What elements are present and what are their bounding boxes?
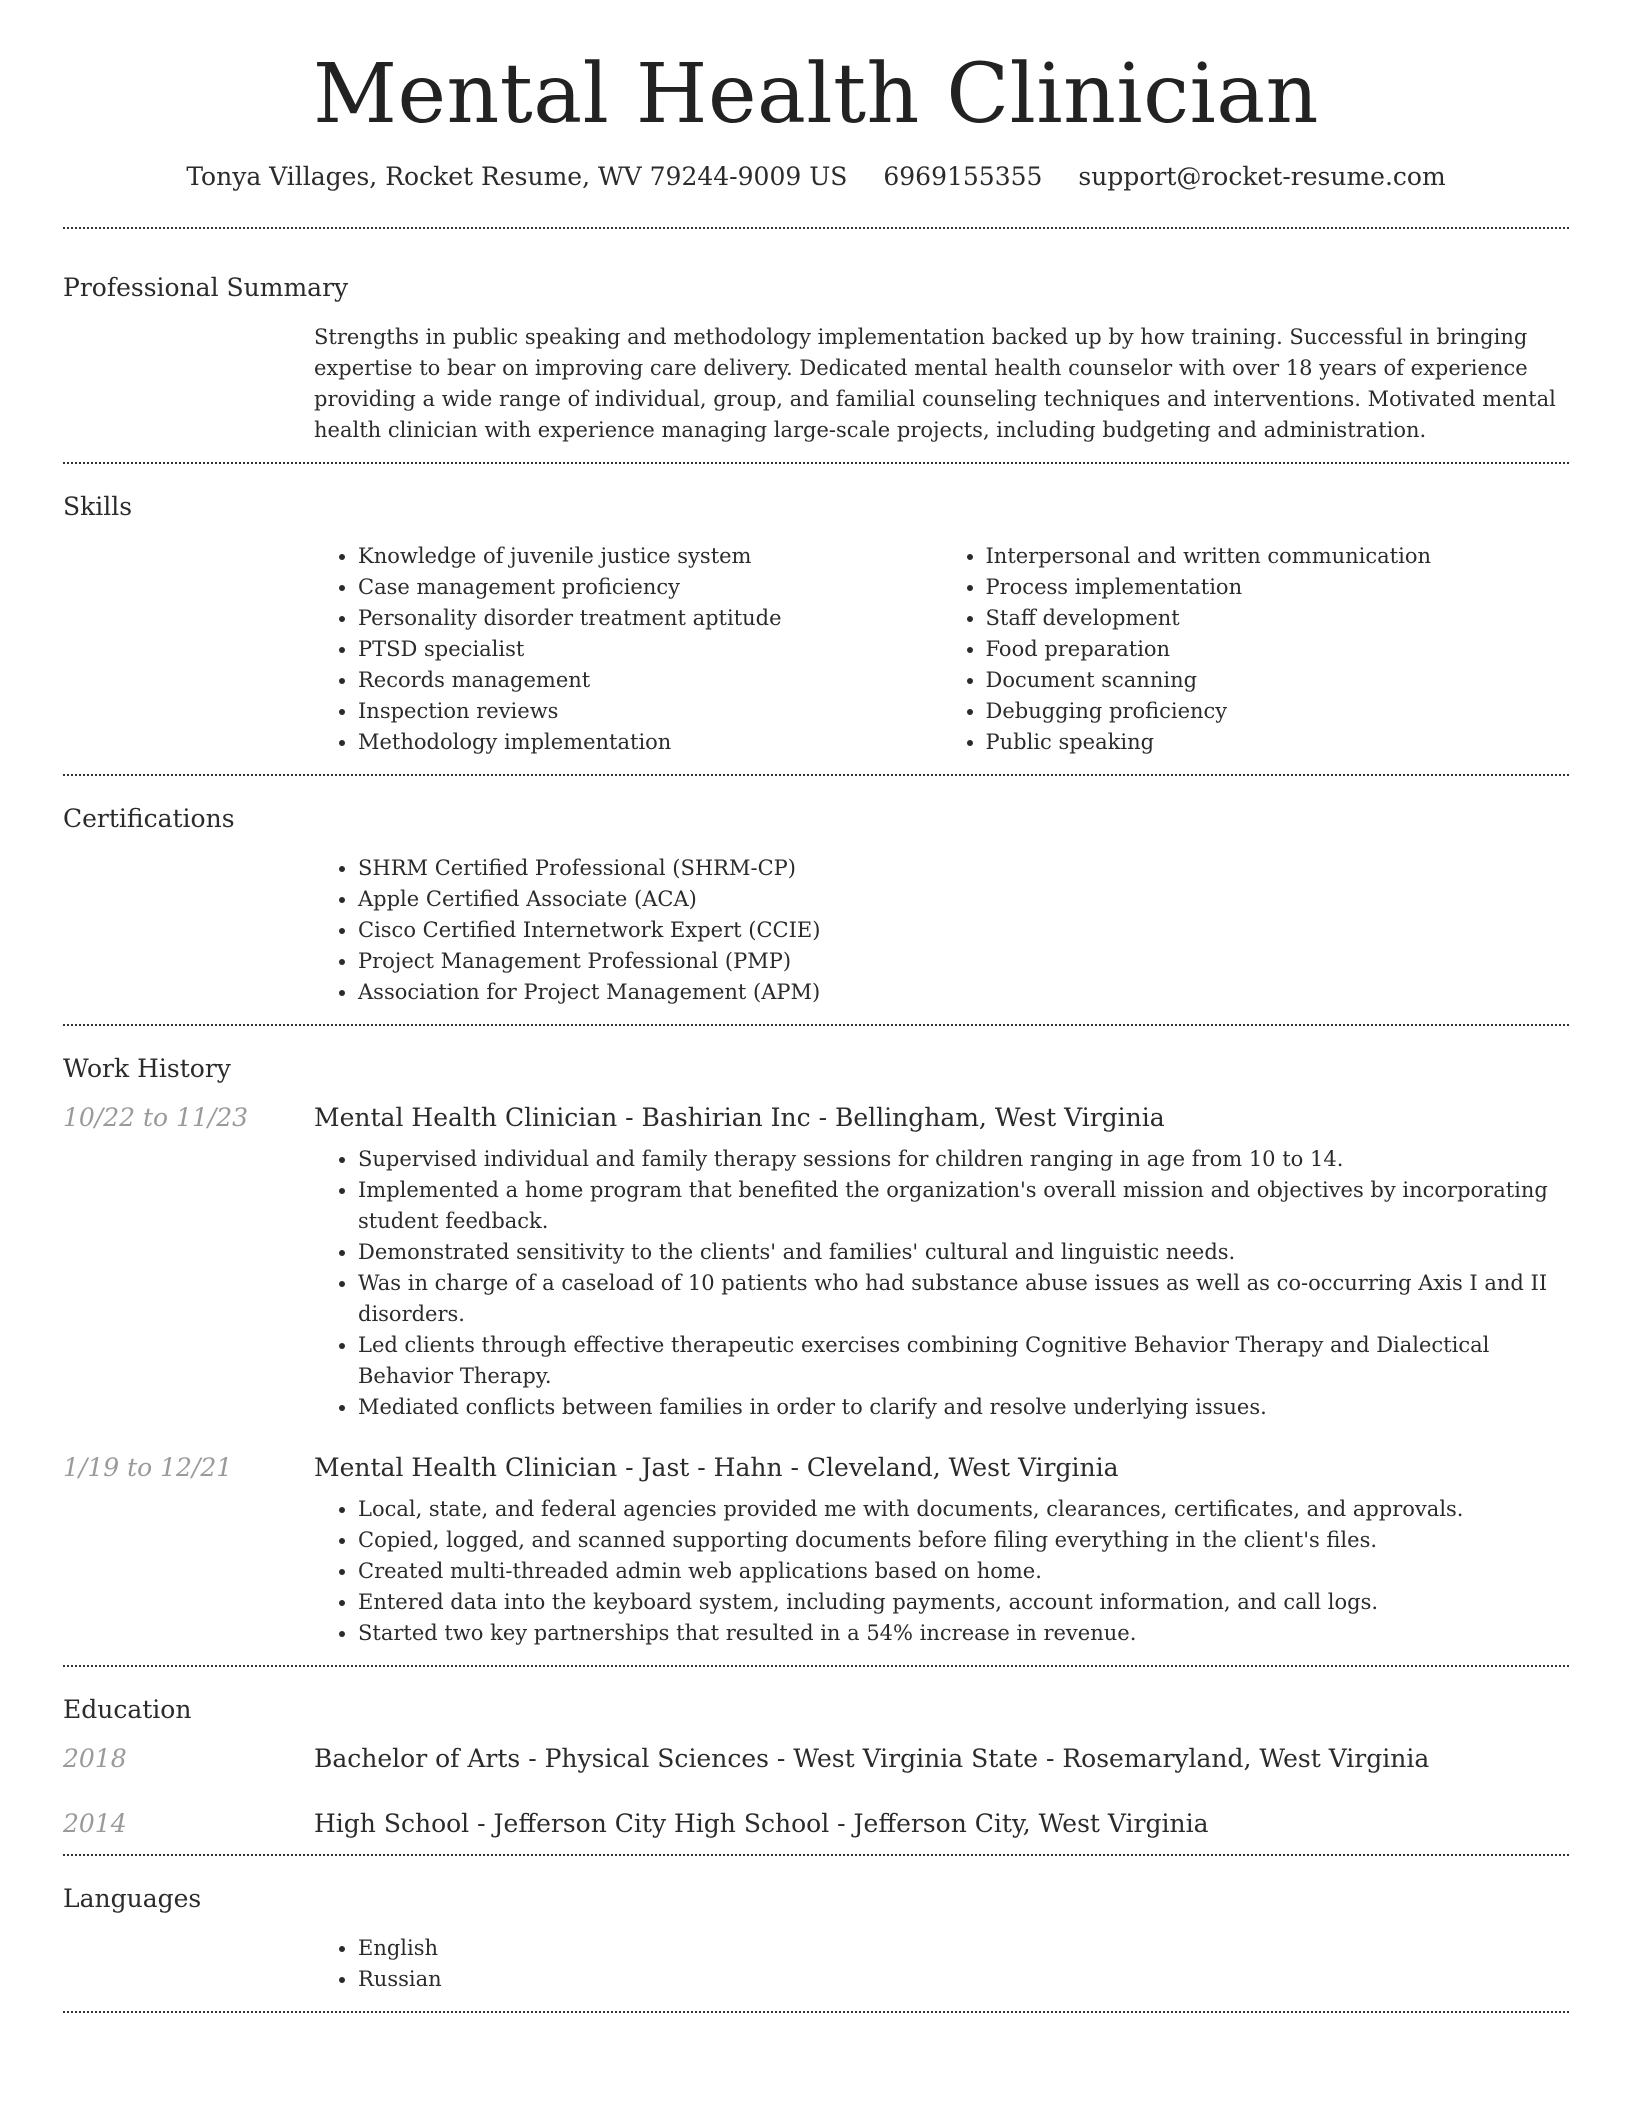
job-bullet: • Local, state, and federal agencies provided me with documents, clearances, certificates, and approvals.: [358, 1494, 1569, 1525]
skills-title: Skills: [63, 492, 133, 522]
skill-item: • Interpersonal and written communication: [986, 541, 1570, 572]
certification-item: • SHRM Certified Professional (SHRM-CP): [358, 853, 1569, 884]
job-bullet: • Mediated conflicts between families in order to clarify and resolve underlying issues.: [358, 1392, 1569, 1423]
job-entry: [63, 1453, 1569, 1649]
education-heading: Bachelor of Arts - Physical Sciences - West Virginia State - Rosemaryland, West Virginia: [314, 1744, 1430, 1774]
certifications-list: [314, 853, 1569, 1008]
skill-item: • PTSD specialist: [358, 634, 942, 665]
skill-item: • Debugging proficiency: [986, 696, 1570, 727]
skill-item: • Staff development: [986, 603, 1570, 634]
language-item: • Russian: [358, 1964, 1569, 1995]
work-title: Work History: [63, 1054, 231, 1084]
skill-item: • Knowledge of juvenile justice system: [358, 541, 942, 572]
job-bullets: [314, 1144, 1569, 1423]
job-bullet: • Implemented a home program that benefited the organization's overall mission and objectives by incorporating student feedback.: [358, 1175, 1569, 1237]
job-heading: Mental Health Clinician - Jast - Hahn - Cleveland, West Virginia: [314, 1453, 1119, 1483]
skill-item: • Public speaking: [986, 727, 1570, 758]
job-bullet: • Started two key partnerships that resulted in a 54% increase in revenue.: [358, 1618, 1569, 1649]
skill-item: • Records management: [358, 665, 942, 696]
education-heading: High School - Jefferson City High School - Jefferson City, West Virginia: [314, 1809, 1209, 1839]
education-entry: [63, 1744, 1569, 1773]
resume-name: Mental Health Clinician: [313, 47, 1319, 142]
skill-item: • Case management proficiency: [358, 572, 942, 603]
education-entry: [63, 1809, 1569, 1838]
skills-list-right: [942, 541, 1570, 758]
contact-address: Tonya Villages, Rocket Resume, WV 79244-9009 US: [186, 162, 848, 192]
job-bullet: • Entered data into the keyboard system, including payments, account information, and call logs.: [358, 1587, 1569, 1618]
education-section: [63, 1667, 1569, 1854]
job-bullet: • Created multi-threaded admin web applications based on home.: [358, 1556, 1569, 1587]
job-entry: [63, 1103, 1569, 1423]
job-dates: 10/22 to 11/23: [63, 1103, 249, 1133]
language-item: • English: [358, 1933, 1569, 1964]
work-section: [63, 1026, 1569, 1665]
skill-item: • Personality disorder treatment aptitude: [358, 603, 942, 634]
skill-item: • Process implementation: [986, 572, 1570, 603]
job-bullet: • Supervised individual and family therapy sessions for children ranging in age from 10 to 14.: [358, 1144, 1569, 1175]
skill-item: • Methodology implementation: [358, 727, 942, 758]
languages-title: Languages: [63, 1884, 202, 1914]
languages-list: [314, 1933, 1569, 1995]
certification-item: • Association for Project Management (APM): [358, 977, 1569, 1008]
education-year: 2018: [63, 1744, 127, 1774]
education-year: 2014: [63, 1809, 127, 1839]
job-heading: Mental Health Clinician - Bashirian Inc - Bellingham, West Virginia: [314, 1103, 1165, 1133]
certification-item: • Cisco Certified Internetwork Expert (CCIE): [358, 915, 1569, 946]
contact-email: support@rocket-resume.com: [1078, 162, 1446, 192]
certifications-section: [63, 776, 1569, 1024]
skill-item: • Inspection reviews: [358, 696, 942, 727]
languages-section: [63, 1856, 1569, 2011]
summary-text: Strengths in public speaking and methodology implementation backed up by how training. Successful in bringing expertise to bear on improving care delivery. Dedicated mental health counselor with over 18 years of experience providing a wide range of individual, group, and familial counseling techniques and interventions. Motivated mental health clinician with experience managing large-scale projects, including budgeting and administration.: [314, 325, 1556, 443]
job-dates: 1/19 to 12/21: [63, 1453, 233, 1483]
skills-list-left: [314, 541, 942, 758]
job-bullets: [314, 1494, 1569, 1649]
contact-line: [63, 162, 1569, 191]
skills-section: [63, 464, 1569, 774]
skill-item: • Document scanning: [986, 665, 1570, 696]
section-divider: [63, 2011, 1569, 2013]
certification-item: • Apple Certified Associate (ACA): [358, 884, 1569, 915]
contact-phone: 6969155355: [883, 162, 1043, 192]
certifications-title: Certifications: [63, 804, 235, 834]
certification-item: • Project Management Professional (PMP): [358, 946, 1569, 977]
job-bullet: • Copied, logged, and scanned supporting documents before filing everything in the client's files.: [358, 1525, 1569, 1556]
skill-item: • Food preparation: [986, 634, 1570, 665]
summary-section: [63, 229, 1569, 462]
education-title: Education: [63, 1695, 192, 1725]
job-bullet: • Was in charge of a caseload of 10 patients who had substance abuse issues as well as co-occurring Axis I and II disorders.: [358, 1268, 1569, 1330]
job-bullet: • Demonstrated sensitivity to the clients' and families' cultural and linguistic needs.: [358, 1237, 1569, 1268]
summary-title: Professional Summary: [63, 273, 349, 303]
job-bullet: • Led clients through effective therapeutic exercises combining Cognitive Behavior Therapy and Dialectical Behavior Therapy.: [358, 1330, 1569, 1392]
